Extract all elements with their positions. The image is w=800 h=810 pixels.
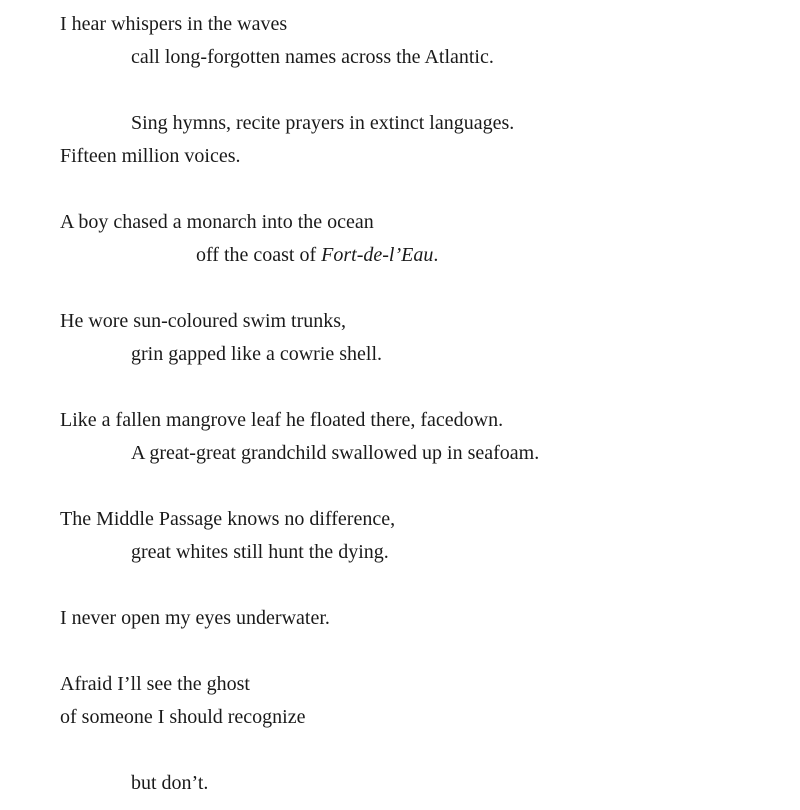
poem-line: great whites still hunt the dying. bbox=[131, 541, 389, 563]
poem-line: I never open my eyes underwater. bbox=[60, 607, 330, 629]
poem-line: Fifteen million voices. bbox=[60, 145, 241, 167]
poem-line: Like a fallen mangrove leaf he floated there, facedown. bbox=[60, 409, 504, 431]
poem-line: I hear whispers in the waves bbox=[60, 13, 288, 35]
poem-line: but don’t. bbox=[131, 772, 209, 794]
stanza-break bbox=[60, 173, 780, 206]
stanza-break bbox=[60, 74, 780, 107]
poem-body bbox=[60, 8, 780, 800]
poem-line: The Middle Passage knows no difference, bbox=[60, 508, 396, 530]
poem-line: Sing hymns, recite prayers in extinct languages. bbox=[131, 112, 515, 134]
poem-line bbox=[60, 239, 780, 272]
stanza-break bbox=[60, 470, 780, 503]
stanza-break bbox=[60, 569, 780, 602]
stanza-break bbox=[60, 635, 780, 668]
poem-line: He wore sun-coloured swim trunks, bbox=[60, 310, 347, 332]
poem-line: A great-great grandchild swallowed up in seafoam. bbox=[131, 442, 540, 464]
stanza-break bbox=[60, 734, 780, 767]
poem-line-text: off the coast of bbox=[196, 244, 322, 266]
poem-line: Afraid I’ll see the ghost bbox=[60, 673, 250, 695]
poem-line-punctuation: . bbox=[433, 244, 439, 266]
poem-line: A boy chased a monarch into the ocean bbox=[60, 211, 374, 233]
stanza-break bbox=[60, 371, 780, 404]
poem-line: grin gapped like a cowrie shell. bbox=[131, 343, 383, 365]
poem-line: of someone I should recognize bbox=[60, 706, 306, 728]
place-name-italic: Fort-de-l’Eau bbox=[321, 244, 434, 266]
poem-line: call long-forgotten names across the Atlantic. bbox=[131, 46, 494, 68]
stanza-break bbox=[60, 272, 780, 305]
